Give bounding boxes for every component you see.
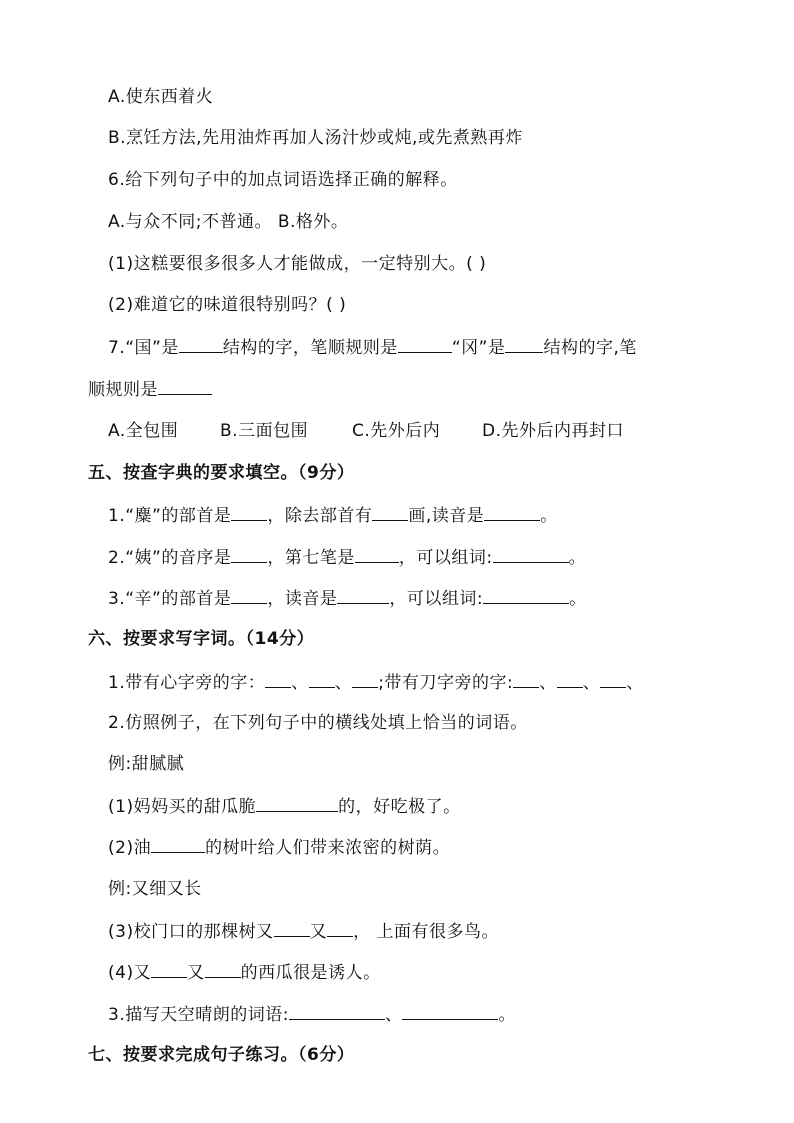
s6-s1-text-b: 的，好吃极了。	[338, 797, 461, 817]
s5-q3-text-a: 3.“辛”的部首是	[108, 589, 232, 609]
s6-s3-blank-2[interactable]	[327, 920, 353, 937]
s5-q1-blank-1[interactable]	[231, 504, 267, 521]
s5-q1	[108, 504, 558, 527]
s6-example-2: 例:又细又长	[108, 879, 202, 899]
q7-blank-1[interactable]	[179, 336, 223, 353]
q7-options	[108, 420, 624, 442]
s5-q2-blank-3[interactable]	[493, 546, 569, 563]
s6-example-1: 例:甜腻腻	[108, 754, 185, 774]
q6-stem: 6.给下列句子中的加点词语选择正确的解释。	[108, 170, 458, 190]
s6-q1	[108, 671, 644, 694]
s5-q2-text-d: 。	[568, 548, 587, 568]
s6-q2: 2.仿照例子，在下列句子中的横线处填上恰当的词语。	[108, 713, 528, 733]
s5-q1-text-a: 1.“麋”的部首是	[108, 506, 232, 526]
q7-line-2	[88, 378, 212, 401]
s5-q3-blank-3[interactable]	[483, 587, 569, 604]
s6-s2-text-a: (2)油	[108, 838, 152, 858]
s5-q3-text-d: 。	[569, 589, 587, 609]
s6-s2-text-b: 的树叶给人们带来浓密的树荫。	[205, 838, 451, 858]
s6-q1-blank-5[interactable]	[557, 671, 583, 688]
s6-s4-blank-2[interactable]	[205, 961, 241, 978]
q7-text-5: 顺规则是	[88, 380, 158, 400]
s6-s3-text-a: (3)校门口的那棵树又	[108, 922, 274, 942]
q6-options: A.与众不同;不普通。 B.格外。	[108, 212, 349, 232]
s6-sentence-2	[108, 836, 450, 859]
s6-q3-text-b: 、	[384, 1005, 403, 1025]
s5-q1-text-d: 。	[540, 506, 558, 526]
q5-option-a: A.使东西着火	[108, 87, 214, 107]
s6-q1-blank-1[interactable]	[265, 671, 291, 688]
q7-blank-3[interactable]	[505, 336, 543, 353]
s5-q1-text-b: ，除去部首有	[267, 506, 373, 526]
s6-q1-sep: 、	[626, 673, 644, 693]
s5-q3	[108, 587, 587, 610]
q7-option-a: A.全包围	[108, 421, 179, 441]
s6-q1-blank-2[interactable]	[309, 671, 335, 688]
s6-s4-blank-1[interactable]	[151, 961, 187, 978]
s6-s2-blank[interactable]	[151, 836, 205, 853]
s6-s3-text-c: ， 上面有很多鸟。	[353, 922, 499, 942]
s6-sentence-1	[108, 795, 461, 818]
q7-option-b: B.三面包围	[220, 421, 309, 441]
q5-option-b: B.烹饪方法,先用油炸再加人汤汁炒或炖,或先煮熟再炸	[108, 128, 523, 148]
section-7-heading: 七、按要求完成句子练习。（6分）	[88, 1045, 355, 1065]
s5-q1-blank-2[interactable]	[372, 504, 408, 521]
s6-q1-blank-4[interactable]	[513, 671, 539, 688]
s6-q1-sep: 、	[539, 673, 557, 693]
s5-q2-text-b: ，第七笔是	[267, 548, 355, 568]
s6-q1-text-b: ;带有刀字旁的字:	[378, 673, 514, 693]
s6-s4-text-b: 又	[187, 963, 205, 983]
s6-q3	[108, 1003, 516, 1026]
s5-q2-blank-1[interactable]	[231, 546, 267, 563]
s6-sentence-3	[108, 920, 499, 943]
q6-sentence-1: (1)这糕要很多很多人才能做成，一定特别大。( )	[108, 254, 487, 274]
q7-option-c: C.先外后内	[352, 421, 441, 441]
s6-q1-sep: 、	[582, 673, 601, 693]
q7-option-d: D.先外后内再封口	[482, 421, 624, 441]
q6-sentence-2: (2)难道它的味道很特别吗？( )	[108, 295, 347, 315]
s5-q3-text-b: ，读音是	[267, 589, 338, 609]
q7-line-1	[108, 336, 637, 359]
s5-q1-text-c: 画,读音是	[408, 506, 485, 526]
s6-sentence-4	[108, 961, 381, 984]
q7-text-1: 7.“国”是	[108, 338, 179, 358]
s6-q1-sep: 、	[334, 673, 353, 693]
s5-q2	[108, 546, 586, 569]
s6-s4-text-c: 的西瓜很是诱人。	[240, 963, 381, 983]
s6-q3-blank-2[interactable]	[402, 1003, 498, 1020]
s6-q1-text-a: 1.带有心字旁的字：	[108, 673, 266, 693]
s6-q1-sep: 、	[291, 673, 309, 693]
s6-q3-text-a: 3.描写天空晴朗的词语:	[108, 1005, 289, 1025]
s6-q3-text-c: 。	[498, 1005, 516, 1025]
s6-s1-text-a: (1)妈妈买的甜瓜脆	[108, 797, 257, 817]
s5-q3-blank-1[interactable]	[231, 587, 267, 604]
q7-text-3: “冈”是	[451, 338, 506, 358]
section-6-heading: 六、按要求写字词。（14分）	[88, 629, 315, 649]
s6-q3-blank-1[interactable]	[289, 1003, 385, 1020]
s6-s3-text-b: 又	[309, 922, 328, 942]
s5-q3-text-c: ，可以组词:	[389, 589, 484, 609]
s6-q1-blank-3[interactable]	[352, 671, 378, 688]
q7-blank-4[interactable]	[158, 378, 212, 395]
q7-blank-2[interactable]	[398, 336, 452, 353]
s5-q3-blank-2[interactable]	[337, 587, 389, 604]
section-5-heading: 五、按查字典的要求填空。（9分）	[88, 463, 355, 483]
s5-q2-text-a: 2.“姨”的音序是	[108, 548, 232, 568]
s6-q1-blank-6[interactable]	[600, 671, 626, 688]
s5-q1-blank-3[interactable]	[484, 504, 540, 521]
s6-s1-blank[interactable]	[256, 795, 338, 812]
s5-q2-text-c: ，可以组词:	[398, 548, 493, 568]
q7-text-2: 结构的字，笔顺规则是	[222, 338, 398, 358]
s5-q2-blank-2[interactable]	[355, 546, 399, 563]
s6-s3-blank-1[interactable]	[274, 920, 310, 937]
s6-s4-text-a: (4)又	[108, 963, 152, 983]
q7-text-4: 结构的字,笔	[543, 338, 637, 358]
